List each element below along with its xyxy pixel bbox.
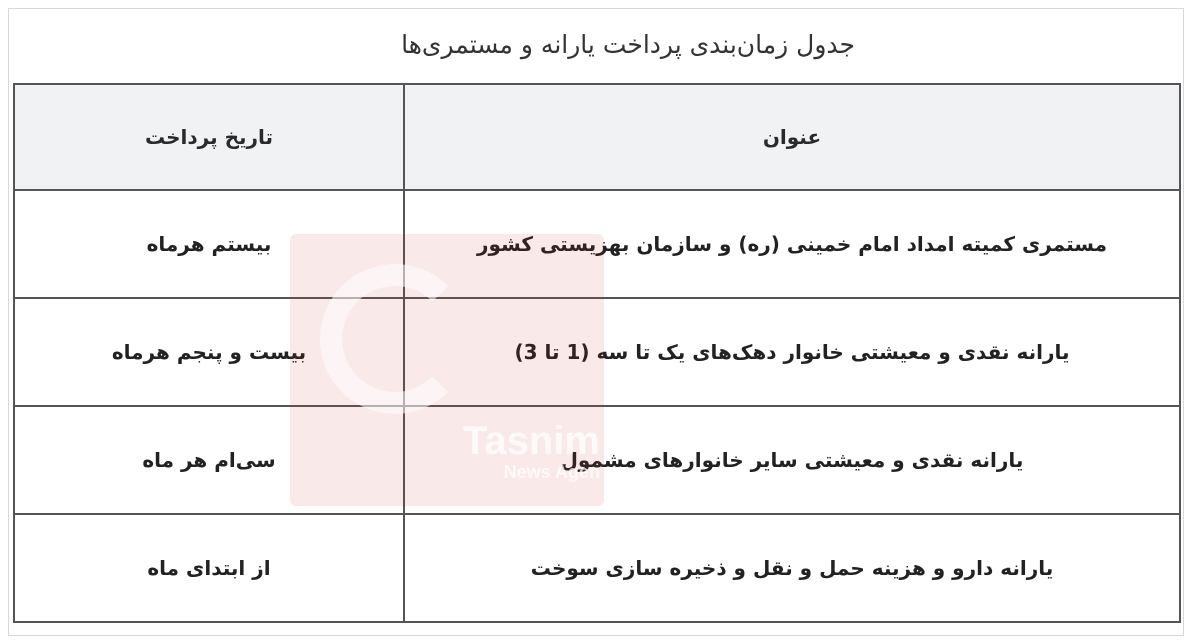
watermark-brand: Tasnim — [462, 419, 600, 463]
table-row — [14, 298, 1180, 406]
row-subject: مستمری کمیته امداد امام خمینی (ره) و سازمان بهزیستی کشور — [404, 190, 1180, 298]
page-title: جدول زمان‌بندی پرداخت یارانه و مستمری‌ها — [401, 30, 855, 59]
row-subject: یارانه نقدی و معیشتی خانوار دهک‌های یک تا سه (1 تا 3) — [404, 298, 1180, 406]
header-payment-date: تاریخ پرداخت — [14, 84, 404, 190]
row-payment-date: بیستم هرماه — [14, 190, 404, 298]
row-subject: یارانه دارو و هزینه حمل و نقل و ذخیره سازی سوخت — [404, 514, 1180, 622]
table-row — [14, 406, 1180, 514]
row-subject: یارانه نقدی و معیشتی سایر خانوارهای مشمول — [404, 406, 1180, 514]
row-payment-date: سی‌ام هر ماه — [14, 406, 404, 514]
table-header-row — [14, 84, 1180, 190]
row-payment-date: بیست و پنجم هرماه — [14, 298, 404, 406]
document-frame — [8, 8, 1184, 636]
table-row — [14, 514, 1180, 622]
header-subject: عنوان — [404, 84, 1180, 190]
table-row — [14, 190, 1180, 298]
payment-schedule-table — [13, 83, 1181, 623]
row-payment-date: از ابتدای ماه — [14, 514, 404, 622]
watermark-subtitle: News Agen — [503, 462, 600, 482]
